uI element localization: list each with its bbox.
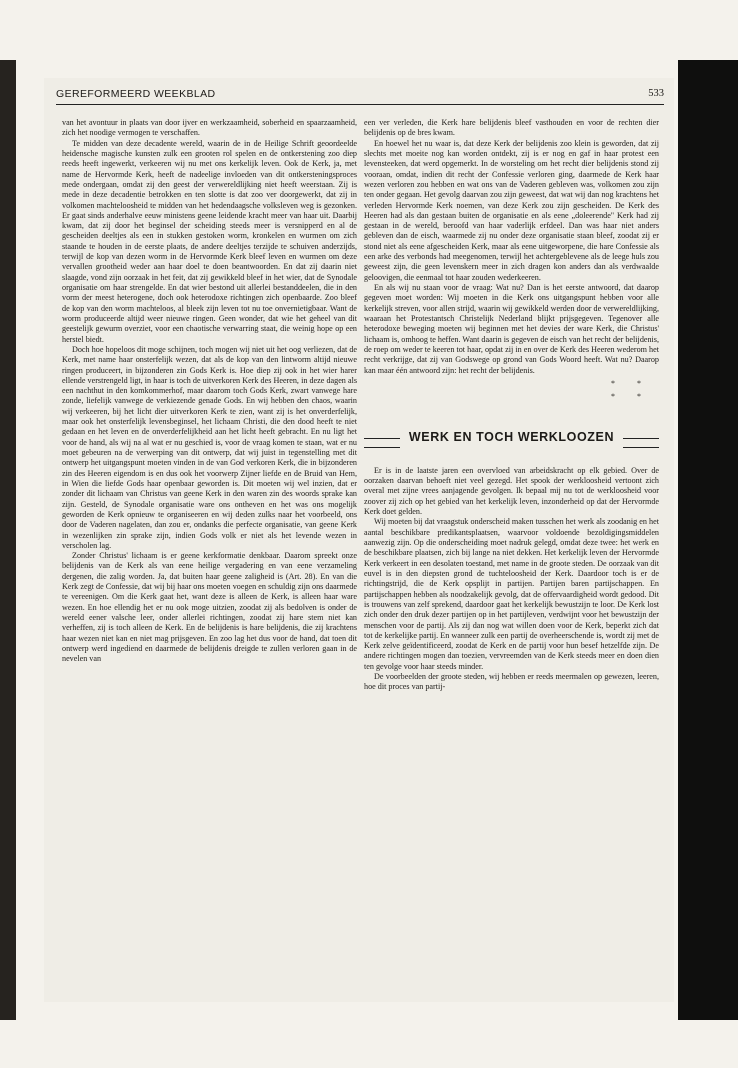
paragraph: Wij moeten bij dat vraagstuk onderscheid maken tusschen het werk als zoodanig en het aantal beschikbare predikantsplaatsen, waarvoor voldoende bezoldigingsmiddelen aanwezig zijn. Op die onderscheiding moet nadruk gelegd, omdat deze twee: het werk en de beschikbare plaatsen, zich bij lange na niet dekken. Het kerkelijk leven der Hervormde Kerk verkeert in een desolaten toestand, met name in de groote steden. De oorzaak van dit euvel is in den diepsten grond de tuchteloosheid der Kerk. Daardoor toch is er de richtingstrijd, die de Kerk opsplijt in partijen. Partijen baren partijschappen. En partijschappen hebben als noodzakelijk gevolg, dat de offervaardigheid wordt gedood. Dit is trouwens van zelf sprekend, daardoor gaat het kerkelijk bewustzijn te loor. De Kerk lost zich onder den druk dezer partijen op in het partijleven, verdwijnt voor het bewustzijn der menschen voor de partij. Als zij dan nog wat willen doen voor de Kerk, beperkt zich dat tot de kerkelijke partij. En wanneer zulk een partij de overheerschende is, wordt zij met de Kerk zelve geïdentificeerd, zoodat de Kerk en de partij voor hun besef hetzelfde zijn. De andere richtingen mogen dan toezien, vervreemden van de Kerk steeds meer en doen dien ten gevolge voor haar steeds minder.	[364, 517, 659, 671]
paragraph: van het avontuur in plaats van door ijver en werkzaamheid, soberheid en spaarzaamheid, zich het noodige vermogen te verschaffen.	[62, 118, 357, 138]
section-divider-stars: * *	[611, 391, 651, 401]
scan-dark-border	[678, 60, 738, 1020]
heading-rule-left	[364, 438, 400, 448]
scan-binding-edge	[0, 60, 16, 1020]
paragraph: En als wij nu staan voor de vraag: Wat nu? Dan is het eerste antwoord, dat daarop gegeven moet worden: Wij moeten in die Kerk ons uitgangspunt hebben voor alle kerkelijk streven, voor allen strijd, waarin wij gewikkeld werden door de verwereldlijking, waaraan het Protestantsch Christelijk Nederland blijkt prijsgegeven. Tegenover alle heterodoxe beweging moeten wij beginnen met het devies der ware Kerk, die Christus' lichaam is, omhoog te heffen. Want daarin is gegeven de eisch van het recht der belijdenis, de roep om weder te keeren tot haar, opdat zij in en over de Kerk des Heeren wederom het recht verkrijge, dat zij van Godswege op grond van Gods Woord heeft. Wat nu? Daarop kan maar één antwoord zijn: het recht der belijdenis.	[364, 283, 659, 375]
running-header	[56, 86, 664, 106]
paragraph: een ver verleden, die Kerk hare belijdenis bleef vasthouden en voor de rechten dier belijdenis op de bres kwam.	[364, 118, 659, 138]
header-rule	[56, 104, 664, 105]
page-number: 533	[648, 88, 664, 99]
left-column	[62, 118, 357, 665]
right-column	[364, 118, 659, 693]
paragraph: Zonder Christus' lichaam is er geene kerkformatie denkbaar. Daarom spreekt onze belijdenis van de Kerk als van eene heilige vergadering en van eene verzameling dergenen, die zalig worden. Ja, dat buiten haar geene zaligheid is (Art. 28). En van die Kerk zegt de Confessie, dat wij bij haar ons moeten voegen en schuldig zijn ons daarmede te vereenigen. Om die Kerk gaat het, want deze is alleen de Kerk, is alleen haar ware wezen. En hoe ellendig het er nu ook moge uitzien, zoodat zij als bedolven is onder de wereld eener valsche leer, onder allerlei richtingen, zoodat zij hare stem niet kan verheffen, zij is toch alleen de Kerk. En de belijdenis is hare belijdenis, die zij krachtens haar wezen niet kan en niet mag prijsgeven. En zoo lag het dus voor de hand, dat toen dit ontwerp werd ingediend en daarmede de belijdenis dreigde te zullen verloren gaan in de nevelen van	[62, 551, 357, 664]
paragraph: En hoewel het nu waar is, dat deze Kerk der belijdenis zoo klein is geworden, dat zij slechts met moeite nog kan worden ontdekt, zij is er nog en gaf in haar protest een levensteeken, dat werd opgemerkt. In de worsteling om het recht dier belijdenis stond zij vooraan, omdat, indien dit recht der Confessie verloren ging, daarmede de Kerk haar wezen verloren zou hebben en wat ons van de Vaderen gebleven was, volkomen zou zijn ten onder gegaan. Het gevolg daarvan zou zijn geweest, dat wat wij dan nog krachtens het verleden Hervormde Kerk noemen, van deze Kerk zou zijn gescheiden. De Kerk des Heeren had als dan gestaan buiten de organisatie en als eene „doleerende" Kerk had zij gestaan in de wereld, beroofd van haar vaderlijk erfdeel. Dan was haar niet anders gebleven dan de eisch, waarmede zij nu onder deze organisatie staan bleef, zoodat zij er stond niet als eene afgescheiden Kerk, maar als eene uitgeworpene, die hare Confessie als een arke des verbonds had meegenomen, terwijl het achtergeblevene als de leege huls zou geweest zijn, die geen levenskern meer in zich dragen kon anders dan als verdwaalde geloovigen, die eenmaal tot haar zouden wederkeeren.	[364, 138, 659, 282]
section-heading: WERK EN TOCH WERKLOOZEN	[408, 429, 615, 444]
paragraph: De voorbeelden der groote steden, wij hebben er reeds meermalen op gewezen, leeren, hoe dit proces van partij-	[364, 672, 659, 692]
section-divider-stars: * *	[611, 378, 651, 388]
heading-rule-right	[623, 438, 659, 448]
paragraph: Doch hoe hopeloos dit moge schijnen, toch mogen wij niet uit het oog verliezen, dat de Kerk, met name haar onsterfelijk wezen, dat als de kop van den lintworm altijd nieuwe ringen produceert, in bijzonderen zin Gods Kerk is. Hoe diep zij ook in het wier harer ellende verstrengeld ligt, in haar is toch de uitverkoren Kerk des Heeren, in deze dagen als een nachthut in den komkommerhof, maar daarom toch Gods Kerk, zwart vanwege hare zonde, liefelijk vanwege de verkiezende genade Gods. En wij hebben den chaos, waarin wij verkeeren, bij het licht dier uitverkoren Kerk te zien, want zij is het onverderfelijk, maar ook het onsterfelijk levensbeginsel, het lichaam Christi, die den dood heeft te niet gedaan en het leven en de onverderfelijkheid aan het licht heeft gebracht. En nu ligt het voor de hand, als wij na al wat er nu geschied is, voor de vraag komen te staan, wat er nu moet gebeuren na de verwerping van dit ontwerp, dat wij juist in tegenstelling met dit ontwerp het uitgangspunt moeten vinden in de van God verkoren Kerk, die in bijzonderen zin des Heeren eigendom is en dus ook het voorwerp Zijner liefde en de Bruid van Hem, in Wien die liefde Gods haar openbaar geworden is. Dit moeten wij wel inzien, dat er zonder dit lichaam van Christus van geene Kerk in den waren zin des woords sprake kan zijn. Gesteld, de Synodale organisatie ware ons ontheven en het was ons mogelijk geworden de Kerk opnieuw te organiseeren en wij deden zulks naar het voorbeeld, ons door de Vaderen nagelaten, dan zou er, ondanks die perfecte organisatie, van geene Kerk in wezenlijken zin sprake zijn, indien Gods volk er niet als het levende wezen in verscholen lag.	[62, 344, 357, 550]
paragraph: Er is in de laatste jaren een overvloed van arbeidskracht op elk gebied. Over de oorzaken daarvan behoeft niet veel gezegd. Het spook der werkloosheid vertoont zich overal met zijne vrees aanjagende gevolgen. Ik bepaal mij nu tot de werkloosheid voor zoover zij zich op het gebied van het kerkelijk leven, inzonderheid op dat der Hervormde Kerk doet gelden.	[364, 465, 659, 517]
section-heading-box	[364, 429, 659, 454]
paragraph: Te midden van deze decadente wereld, waarin de in de Heilige Schrift geoordeelde heidensche magische kunsten zulk een grooten rol spelen en de ontkerstening zoo diep reeds heeft ingewerkt, verkeeren wij nu met ons kerkelijk leven. Ook de Kerk, ja, met name de Hervormde Kerk, heeft de nadeelige invloeden van dit ontkersteningsproces mede ondergaan, omdat zij den geest der verwereldlijking niet heeft weerstaan. Zij is mede in deze decadentie betrokken en ten slotte is dat zoo ver doorgewerkt, dat zij in volkomen machteloosheid te midden van het hedendaagsche volksleven weg is gezonken. Er gaat sinds anderhalve eeuw ministens geene leidende kracht meer van haar uit. Daarbij kwam, dat zij door het beginsel der scheiding steeds meer is versnipperd en al de gescheiden deeltjes als een in stukken gestoken worm, kronkelen en wurmen om zich staande te houden in de eerste plaats, de andere deeltjes terzijde te schuiven anderzijds, terwijl de kop van dezen worm in de Hervormde Kerk bleef leven en wurmen om deze vervallen grootheid weder aan haar doel te doen beantwoorden. En dat zij daarin niet slaagde, vond zijn oorzaak in het feit, dat zij gewikkeld bleef in het wier, dat de Synodale organisatie om haar strengelde. En dat wier bestond uit allerlei bestanddeelen, die in den vorm der meest heterogene, doch ook heterodoxe richtingen zich openbaarde. Zoo bleef de kop van den worm machteloos, al bleek zijn leven tot nu toe onvernietigbaar. Want de worm produceerde altijd weer nieuwe ringen. Geen wonder, dat wie het geheel van dit geestelijk gewurm overziet, voor een chaotische verwarring staat, die weinig hope op een herstel biedt.	[62, 138, 357, 344]
journal-title: GEREFORMEERD WEEKBLAD	[56, 88, 216, 100]
